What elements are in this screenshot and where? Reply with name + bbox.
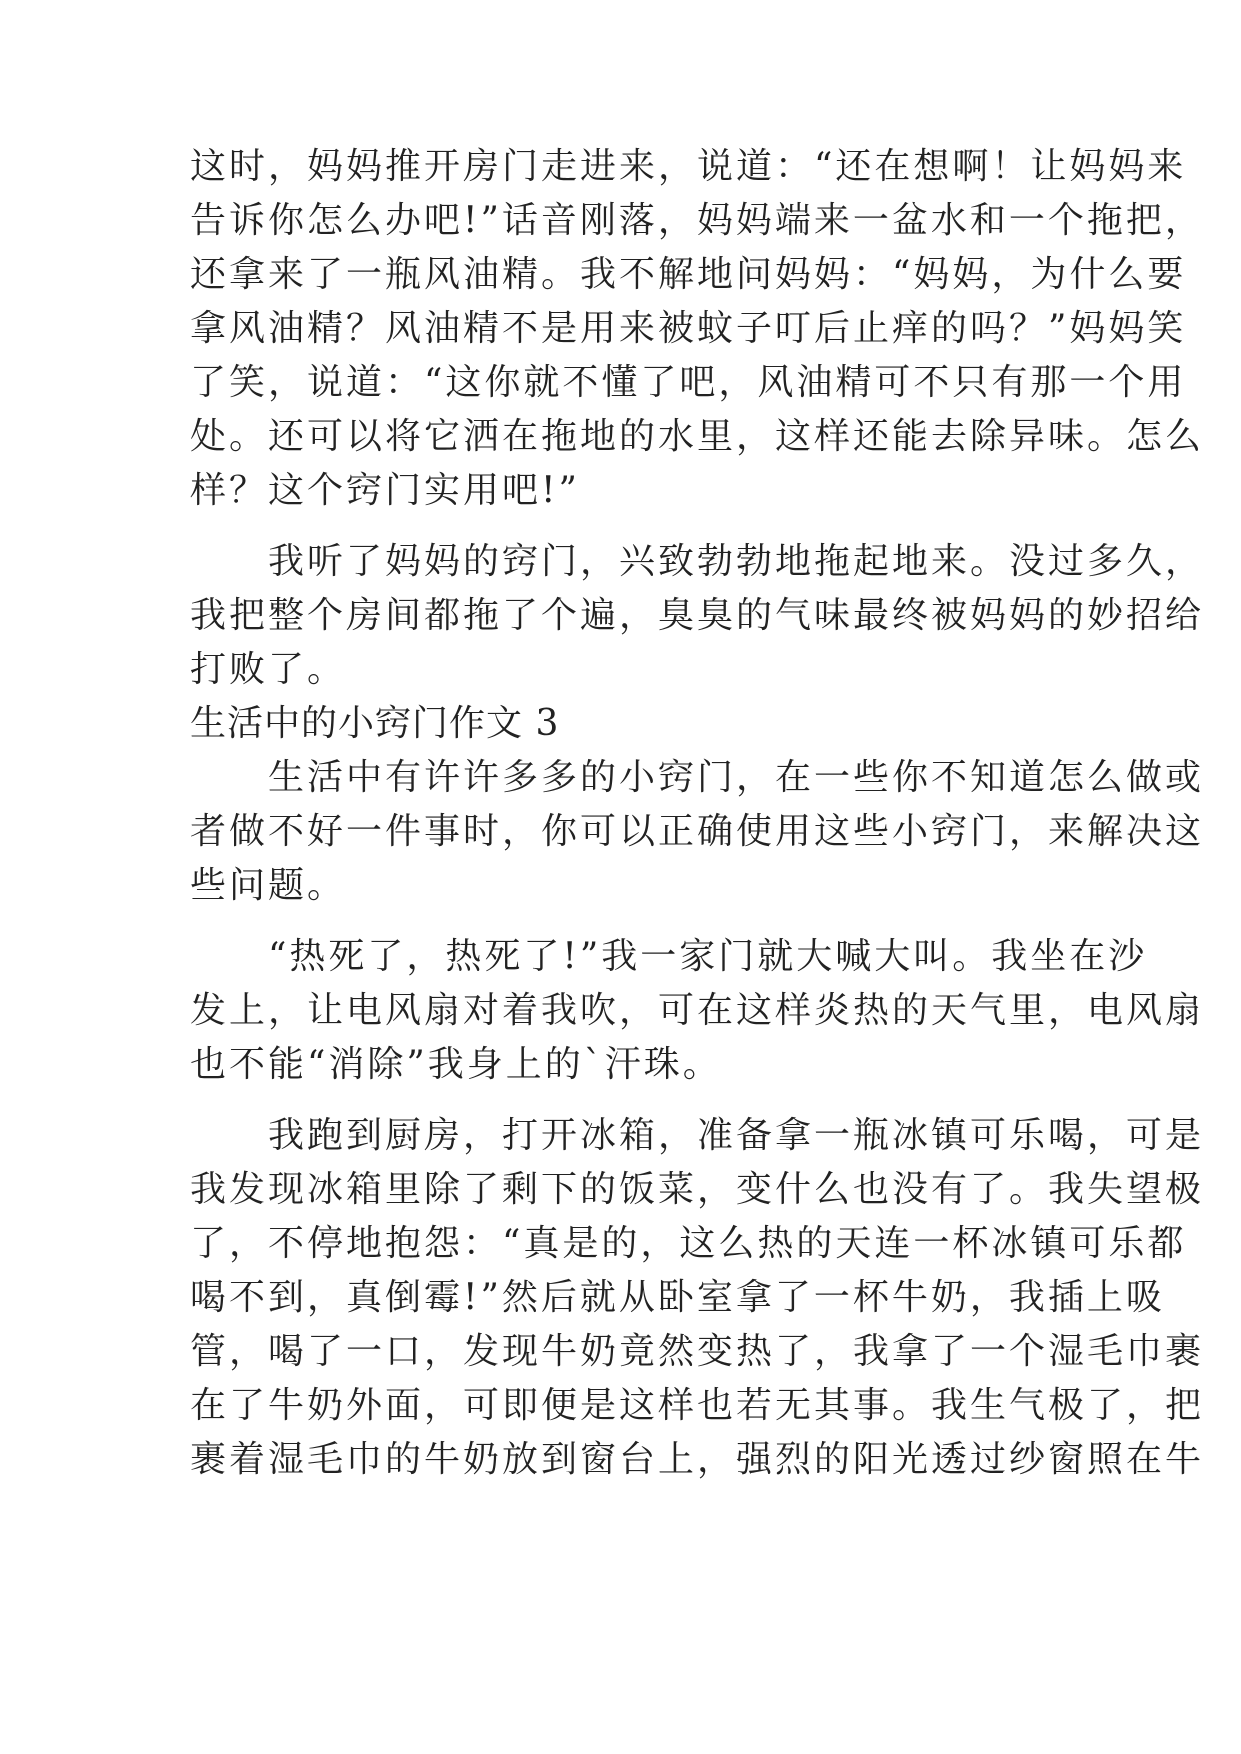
text-line: 些问题。 — [190, 865, 347, 906]
text-line: 生活中有许许多多的小窍门，在一些你不知道怎么做或 — [190, 757, 1205, 798]
text-line: 我发现冰箱里除了剩下的饭菜，变什么也没有了。我失望极 — [190, 1169, 1205, 1210]
text-line: 我跑到厨房，打开冰箱，准备拿一瓶冰镇可乐喝，可是 — [190, 1115, 1205, 1156]
text-line: 喝不到，真倒霉!”然后就从卧室拿了一杯牛奶，我插上吸 — [190, 1277, 1165, 1318]
text-line: 我听了妈妈的窍门，兴致勃勃地拖起地来。没过多久， — [190, 541, 1205, 582]
text-line: 在了牛奶外面，可即便是这样也若无其事。我生气极了，把 — [190, 1385, 1205, 1426]
section-heading: 生活中的小窍门作文 3 — [190, 703, 560, 744]
text-line: 了笑，说道：“这你就不懂了吧，风油精可不只有那一个用 — [190, 362, 1187, 403]
document-body — [190, 140, 1205, 1487]
text-line: 者做不好一件事时，你可以正确使用这些小窍门，来解决这 — [190, 811, 1205, 852]
text-line: 这时，妈妈推开房门走进来，说道：“还在想啊！让妈妈来 — [190, 146, 1187, 187]
text-line: 发上，让电风扇对着我吹，可在这样炎热的天气里，电风扇 — [190, 990, 1205, 1031]
text-line: 样？这个窍门实用吧!” — [190, 470, 580, 511]
text-line: 裹着湿毛巾的牛奶放到窗台上，强烈的阳光透过纱窗照在牛 — [190, 1439, 1205, 1480]
text-line: 拿风油精？风油精不是用来被蚊子叮后止痒的吗？”妈妈笑 — [190, 308, 1187, 349]
text-line: 我把整个房间都拖了个遍，臭臭的气味最终被妈妈的妙招给 — [190, 595, 1205, 636]
text-line: 告诉你怎么办吧!”话音刚落，妈妈端来一盆水和一个拖把， — [190, 200, 1204, 241]
text-line: 了，不停地抱怨：“真是的，这么热的天连一杯冰镇可乐都 — [190, 1223, 1187, 1264]
text-line: 处。还可以将它洒在拖地的水里，这样还能去除异味。怎么 — [190, 416, 1205, 457]
text-line: “热死了，热死了!”我一家门就大喊大叫。我坐在沙 — [190, 936, 1148, 977]
text-line: 还拿来了一瓶风油精。我不解地问妈妈：“妈妈，为什么要 — [190, 254, 1187, 295]
text-line: 也不能“消除”我身上的`汗珠。 — [190, 1044, 722, 1085]
text-line: 管，喝了一口，发现牛奶竟然变热了，我拿了一个湿毛巾裹 — [190, 1331, 1205, 1372]
text-line: 打败了。 — [190, 649, 347, 690]
